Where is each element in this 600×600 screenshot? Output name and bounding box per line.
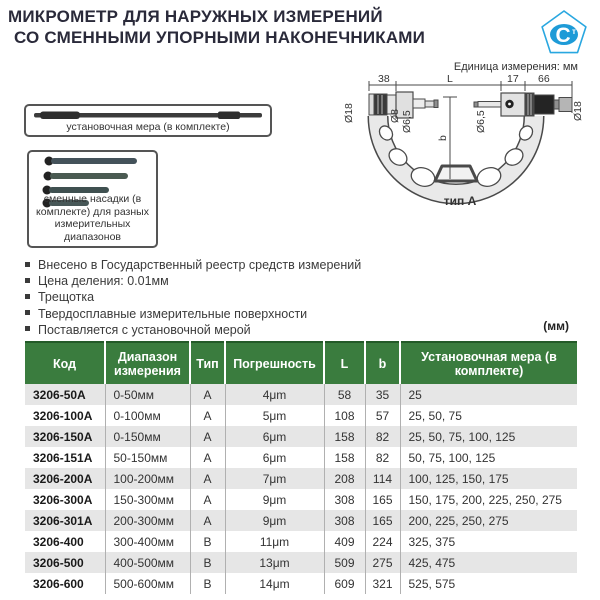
cell-code: 3206-100A (25, 405, 105, 426)
cell-accuracy: 6μm (225, 426, 324, 447)
cell-type: B (190, 531, 225, 552)
feature-text: Поставляется с установочной мерой (38, 322, 251, 337)
cell-code: 3206-600 (25, 573, 105, 594)
spec-table-body (25, 384, 577, 594)
cell-b: 321 (365, 573, 400, 594)
cell-l: 609 (324, 573, 365, 594)
cell-standards: 200, 225, 250, 275 (408, 513, 509, 528)
cell-code: 3206-150A (25, 426, 105, 447)
certification-mark-icon (536, 8, 592, 58)
cell-l: 509 (324, 552, 365, 573)
cell-accuracy: 11μm (225, 531, 324, 552)
cell-accuracy: 14μm (225, 573, 324, 594)
setting-standard-photo (24, 104, 272, 137)
cell-standards: 525, 575 (408, 576, 456, 591)
bullet-square-icon (25, 262, 30, 267)
cell-type: A (190, 510, 225, 531)
dim-66: 66 (538, 73, 550, 85)
cell-accuracy: 13μm (225, 552, 324, 573)
feature-text: Внесено в Государственный реестр средств измерений (38, 258, 362, 272)
cell-type: A (190, 468, 225, 489)
cell-range: 200-300мм (105, 510, 190, 531)
page-title-line2: СО СМЕННЫМИ УПОРНЫМИ НАКОНЕЧНИКАМИ (14, 28, 426, 47)
table-row (25, 573, 577, 594)
cell-code: 3206-400 (25, 531, 105, 552)
feature-item (25, 323, 585, 339)
anvil-set-photo (27, 150, 158, 248)
cell-range: 50-150мм (105, 447, 190, 468)
col-header-code: Код (25, 342, 105, 384)
feature-item (25, 274, 585, 290)
cell-code: 3206-50A (25, 384, 105, 405)
col-header-type: Тип (190, 342, 225, 384)
page-title (8, 6, 528, 48)
bullet-square-icon (25, 278, 30, 283)
cell-range: 400-500мм (105, 552, 190, 573)
cell-code: 3206-301A (25, 510, 105, 531)
cell-b: 275 (365, 552, 400, 573)
cell-l: 308 (324, 489, 365, 510)
bullet-square-icon (25, 310, 30, 315)
spec-table (25, 341, 577, 594)
cell-range: 150-300мм (105, 489, 190, 510)
col-header-range: Диапазон измерения (105, 342, 190, 384)
logo-letter-small: т (572, 27, 576, 36)
feature-item (25, 307, 585, 323)
cell-type: A (190, 447, 225, 468)
cell-standards: 150, 175, 200, 225, 250, 275 (408, 492, 562, 507)
cell-range: 0-100мм (105, 405, 190, 426)
cell-l: 409 (324, 531, 365, 552)
cell-l: 208 (324, 468, 365, 489)
bullet-square-icon (25, 294, 30, 299)
col-header-accuracy: Погрешность (225, 342, 324, 384)
cell-standards: 100, 125, 150, 175 (408, 471, 509, 486)
table-row (25, 426, 577, 447)
drawing-type-label: тип А (443, 194, 477, 208)
cell-b: 165 (365, 510, 400, 531)
cell-range: 300-400мм (105, 531, 190, 552)
table-row (25, 489, 577, 510)
cell-accuracy: 4μm (225, 384, 324, 405)
cell-accuracy: 5μm (225, 405, 324, 426)
cell-l: 158 (324, 426, 365, 447)
dim-L: L (447, 73, 453, 85)
cell-standards: 425, 475 (408, 555, 456, 570)
anvil-set-caption-line: комплекте) для разных (36, 205, 149, 218)
dim-38: 38 (378, 73, 390, 85)
cell-standards: 25 (408, 387, 422, 402)
cell-accuracy: 9μm (225, 489, 324, 510)
bullet-square-icon (25, 326, 30, 331)
units-note: Единица измерения: мм (453, 61, 578, 73)
cell-standards: 50, 75, 100, 125 (408, 450, 496, 465)
cell-b: 82 (365, 447, 400, 468)
table-row (25, 468, 577, 489)
page-title-line1: МИКРОМЕТР ДЛЯ НАРУЖНЫХ ИЗМЕРЕНИЙ (8, 7, 383, 26)
anvil-set-caption-line: сменные насадки (в (43, 193, 142, 205)
cell-code: 3206-151A (25, 447, 105, 468)
col-header-l: L (324, 342, 365, 384)
cell-accuracy: 7μm (225, 468, 324, 489)
table-row (25, 510, 577, 531)
cell-l: 158 (324, 447, 365, 468)
cell-range: 0-50мм (105, 384, 190, 405)
cell-range: 0-150мм (105, 426, 190, 447)
cell-code: 3206-500 (25, 552, 105, 573)
cell-b: 224 (365, 531, 400, 552)
cell-b: 35 (365, 384, 400, 405)
cell-type: A (190, 489, 225, 510)
cell-accuracy: 6μm (225, 447, 324, 468)
cell-b: 82 (365, 426, 400, 447)
feature-text: Твердосплавные измерительные поверхности (38, 306, 308, 321)
feature-list (25, 258, 585, 339)
cell-standards: 25, 50, 75 (408, 408, 462, 423)
dim-dia18-right: Ø18 (572, 101, 584, 121)
cell-b: 114 (365, 468, 400, 489)
cell-type: B (190, 552, 225, 573)
anvil-set-caption (29, 193, 156, 243)
spec-table-header (25, 342, 577, 384)
cell-type: A (190, 426, 225, 447)
anvil-set-caption-line: измерительных диапазонов (54, 218, 131, 243)
dim-dia8-left: Ø8 (389, 108, 401, 123)
cell-l: 308 (324, 510, 365, 531)
cell-type: A (190, 384, 225, 405)
table-row (25, 552, 577, 573)
table-row (25, 531, 577, 552)
cell-type: B (190, 573, 225, 594)
cell-l: 108 (324, 405, 365, 426)
table-row (25, 405, 577, 426)
logo-letter: C (555, 24, 571, 47)
feature-item (25, 290, 585, 306)
micrometer-drawing (338, 60, 598, 212)
dim-dia18-left: Ø18 (343, 103, 355, 123)
cell-code: 3206-300A (25, 489, 105, 510)
col-header-standards: Установочная мера (в комплекте) (400, 342, 577, 384)
feature-item (25, 258, 585, 274)
table-row (25, 384, 577, 405)
dim-b: b (437, 135, 449, 141)
cell-range: 500-600мм (105, 573, 190, 594)
col-header-b: b (365, 342, 400, 384)
cell-b: 57 (365, 405, 400, 426)
cell-code: 3206-200A (25, 468, 105, 489)
dim-17: 17 (507, 73, 519, 85)
cell-standards: 25, 50, 75, 100, 125 (408, 429, 516, 444)
setting-standard-caption: установочная мера (в комплекте) (66, 120, 230, 133)
cell-l: 58 (324, 384, 365, 405)
unit-note: (мм) (543, 319, 569, 333)
cell-range: 100-200мм (105, 468, 190, 489)
table-row (25, 447, 577, 468)
cell-b: 165 (365, 489, 400, 510)
dim-dia65-right: Ø6,5 (475, 110, 487, 133)
cell-standards: 325, 375 (408, 534, 456, 549)
feature-text: Цена деления: 0.01мм (38, 274, 169, 289)
cell-type: A (190, 405, 225, 426)
cell-accuracy: 9μm (225, 510, 324, 531)
feature-text: Трещотка (38, 290, 95, 305)
dim-dia65-left: Ø6,5 (401, 110, 413, 133)
